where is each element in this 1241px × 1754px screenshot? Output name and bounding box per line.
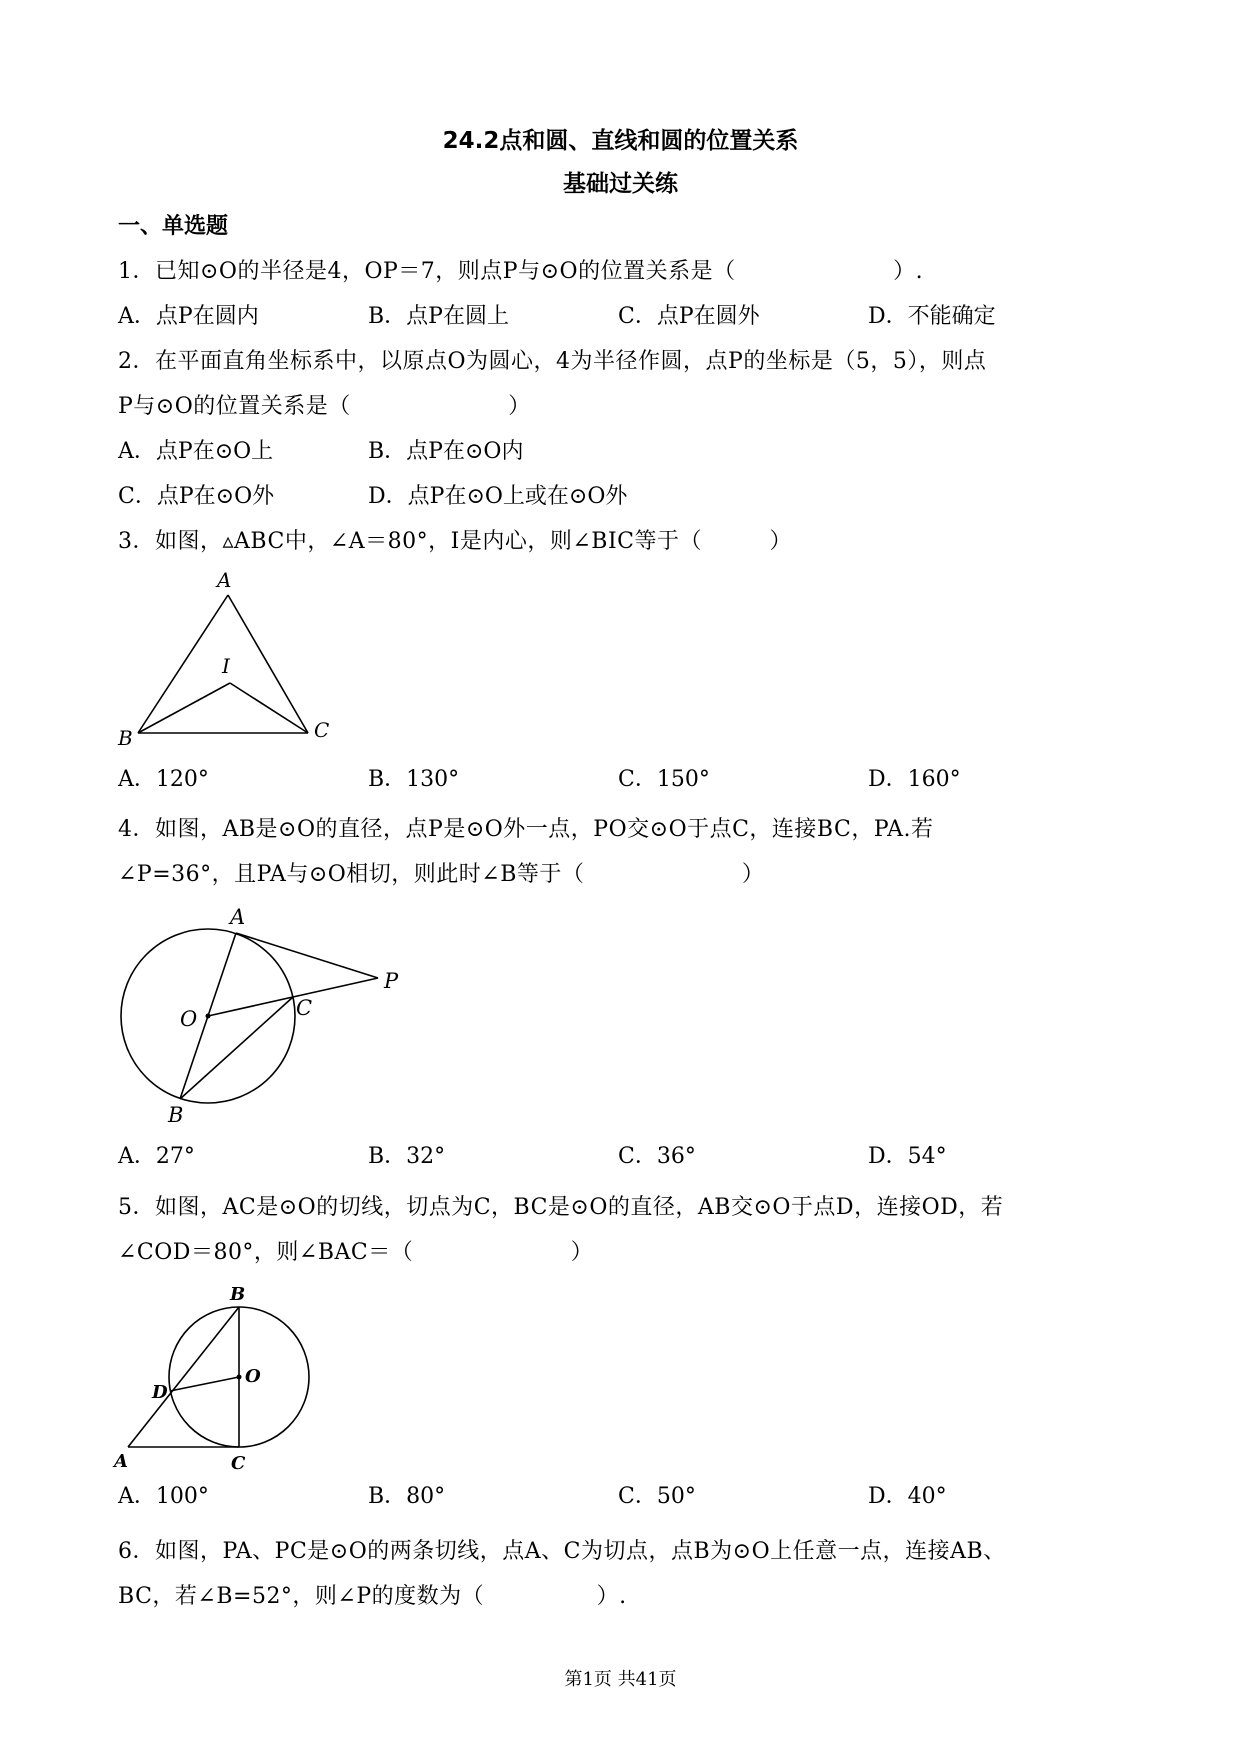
question-2-stem-line-2: P与⊙O的位置关系是（ ） bbox=[118, 394, 531, 419]
label-c: C bbox=[296, 996, 313, 1020]
question-4-option-b: B．32° bbox=[368, 1144, 446, 1169]
segment-ci bbox=[230, 683, 308, 733]
question-1-option-b: B．点P在圆上 bbox=[368, 304, 509, 329]
label-a: A bbox=[217, 568, 232, 592]
question-5-stem-line-1: 5．如图，AC是⊙O的切线，切点为C，BC是⊙O的直径，AB交⊙O于点D，连接OD，若 bbox=[118, 1195, 1004, 1220]
question-1-stem: 1．已知⊙O的半径是4，OP＝7，则点P与⊙O的位置关系是（ ）. bbox=[118, 259, 924, 284]
label-c: C bbox=[231, 1453, 246, 1474]
tangent-pa bbox=[236, 933, 378, 978]
page-title: 24.2点和圆、直线和圆的位置关系 bbox=[442, 128, 799, 154]
label-b: B bbox=[230, 1284, 246, 1305]
section-heading: 一、单选题 bbox=[118, 214, 229, 239]
question-4-option-c: C．36° bbox=[618, 1144, 696, 1169]
center-dot bbox=[206, 1014, 211, 1019]
question-4-circle-tangent-figure bbox=[110, 900, 420, 1140]
question-6-stem-line-2: BC，若∠B=52°，则∠P的度数为（ ）. bbox=[118, 1584, 627, 1609]
label-a: A bbox=[114, 1451, 128, 1472]
question-5-stem-line-2: ∠COD＝80°，则∠BAC＝（ ） bbox=[118, 1240, 594, 1265]
question-4-option-d: D．54° bbox=[868, 1144, 947, 1169]
label-i: I bbox=[222, 654, 230, 678]
question-3-option-d: D．160° bbox=[868, 767, 961, 792]
question-1-option-d: D．不能确定 bbox=[868, 304, 996, 329]
label-b: B bbox=[118, 726, 133, 750]
question-5-circle-tangent-figure bbox=[110, 1278, 330, 1478]
segment-ac bbox=[228, 595, 308, 733]
question-3-triangle-figure bbox=[110, 565, 350, 755]
question-2-option-d: D．点P在⊙O上或在⊙O外 bbox=[368, 484, 628, 509]
segment-bi bbox=[138, 683, 230, 733]
label-d: D bbox=[152, 1382, 168, 1403]
question-2-option-b: B．点P在⊙O内 bbox=[368, 439, 524, 464]
question-1-option-a: A．点P在圆内 bbox=[118, 304, 259, 329]
question-5-option-a: A．100° bbox=[118, 1484, 209, 1509]
segment-ab bbox=[138, 595, 228, 733]
label-o: O bbox=[180, 1007, 198, 1031]
label-o: O bbox=[245, 1366, 261, 1387]
question-5-option-d: D．40° bbox=[868, 1484, 947, 1509]
label-a: A bbox=[230, 905, 246, 929]
label-b: B bbox=[168, 1103, 184, 1127]
question-4-stem-line-2: ∠P=36°，且PA与⊙O相切，则此时∠B等于（ ） bbox=[118, 862, 765, 887]
question-1-option-c: C．点P在圆外 bbox=[618, 304, 760, 329]
question-4-option-a: A．27° bbox=[118, 1144, 195, 1169]
question-3-option-b: B．130° bbox=[368, 767, 460, 792]
segment-ab bbox=[128, 1307, 239, 1447]
question-2-option-c: C．点P在⊙O外 bbox=[118, 484, 275, 509]
question-4-stem-line-1: 4．如图，AB是⊙O的直径，点P是⊙O外一点，PO交⊙O于点C，连接BC，PA.若 bbox=[118, 817, 934, 842]
page-footer: 第1页 共41页 bbox=[564, 1669, 677, 1690]
segment-od bbox=[170, 1377, 239, 1391]
label-p: P bbox=[384, 969, 399, 993]
label-c: C bbox=[314, 718, 330, 742]
question-3-option-c: C．150° bbox=[618, 767, 710, 792]
question-5-option-c: C．50° bbox=[618, 1484, 696, 1509]
question-2-stem-line-1: 2．在平面直角坐标系中，以原点O为圆心，4为半径作圆，点P的坐标是（5，5），则点 bbox=[118, 349, 987, 374]
page-subtitle: 基础过关练 bbox=[563, 171, 678, 197]
question-5-option-b: B．80° bbox=[368, 1484, 446, 1509]
question-3-stem: 3．如图，▵ABC中，∠A＝80°，I是内心，则∠BIC等于（ ） bbox=[118, 529, 792, 554]
center-dot bbox=[237, 1375, 242, 1380]
question-3-option-a: A．120° bbox=[118, 767, 209, 792]
question-2-option-a: A．点P在⊙O上 bbox=[118, 439, 274, 464]
question-6-stem-line-1: 6．如图，PA、PC是⊙O的两条切线，点A、C为切点，点B为⊙O上任意一点，连接AB、 bbox=[118, 1539, 1006, 1564]
